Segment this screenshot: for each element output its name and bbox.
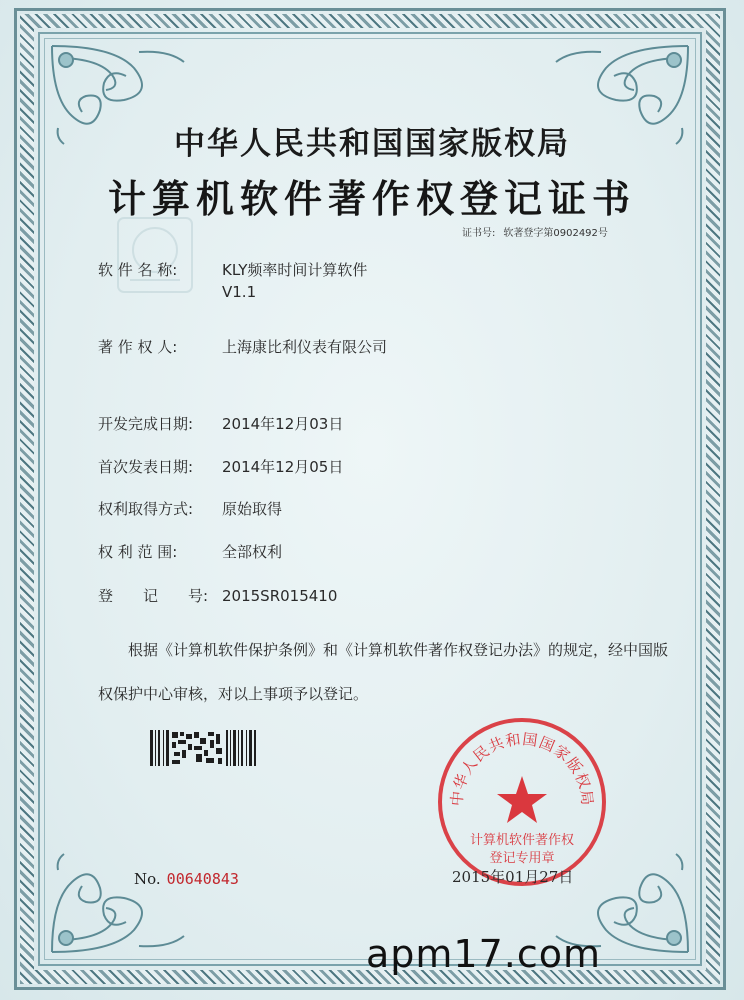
dev-complete-date-value: 2014年12月03日 [222,415,344,433]
rights-scope-label: 权 利 范 围: [98,543,178,561]
first-publish-date-value: 2014年12月05日 [222,458,344,476]
copyright-owner-label: 著 作 权 人: [98,338,178,356]
website-watermark: apm17.com [366,932,602,976]
copyright-owner-value: 上海康比利仪表有限公司 [222,338,388,356]
field-software-name [98,259,367,303]
seal-ring-text: 中华人民共和国国家版权局 [447,730,597,807]
barcode-icon [150,730,256,766]
software-version-value: V1.1 [222,283,257,301]
seal-line1: 计算机软件著作权 [469,833,575,848]
field-rights-method [98,498,282,520]
rights-scope-value: 全部权利 [222,543,283,561]
certification-paragraph: 根据《计算机软件保护条例》和《计算机软件著作权登记办法》的规定，经中国版权保护中心审核，对以上事项予以登记。 [98,641,669,703]
first-publish-date-label: 首次发表日期: [98,458,194,476]
certificate-number-label: 证书号: [462,228,496,239]
issue-date: 2015年01月27日 [452,868,574,886]
dev-complete-date-label: 开发完成日期: [98,415,194,433]
issuing-authority: 中华人民共和国国家版权局 [174,126,570,162]
certificate-title: 计算机软件著作权登记证书 [107,176,636,221]
field-copyright-owner [98,336,387,358]
registration-no-label: 登 记 号: [98,587,209,605]
seal-line2: 登记专用章 [489,851,555,866]
serial-number [134,870,239,888]
official-seal [436,716,608,888]
serial-label: No. [134,870,161,888]
serial-value: 00640843 [166,870,239,888]
field-dev-complete-date [98,413,343,435]
rights-method-label: 权利取得方式: [98,500,194,518]
seal-star-icon [497,776,547,823]
rights-method-value: 原始取得 [222,500,283,518]
registration-no-value: 2015SR015410 [222,587,338,605]
certificate-number-value: 软著登字第0902492号 [503,228,608,239]
field-registration-no [98,585,337,607]
software-name-value: KLY频率时间计算软件 [222,261,368,279]
corner-ornament-bottom-left [44,850,194,960]
certificate-number [462,224,608,239]
field-first-publish-date [98,456,343,478]
field-rights-scope [98,541,282,563]
software-name-label: 软 件 名 称: [98,261,178,279]
